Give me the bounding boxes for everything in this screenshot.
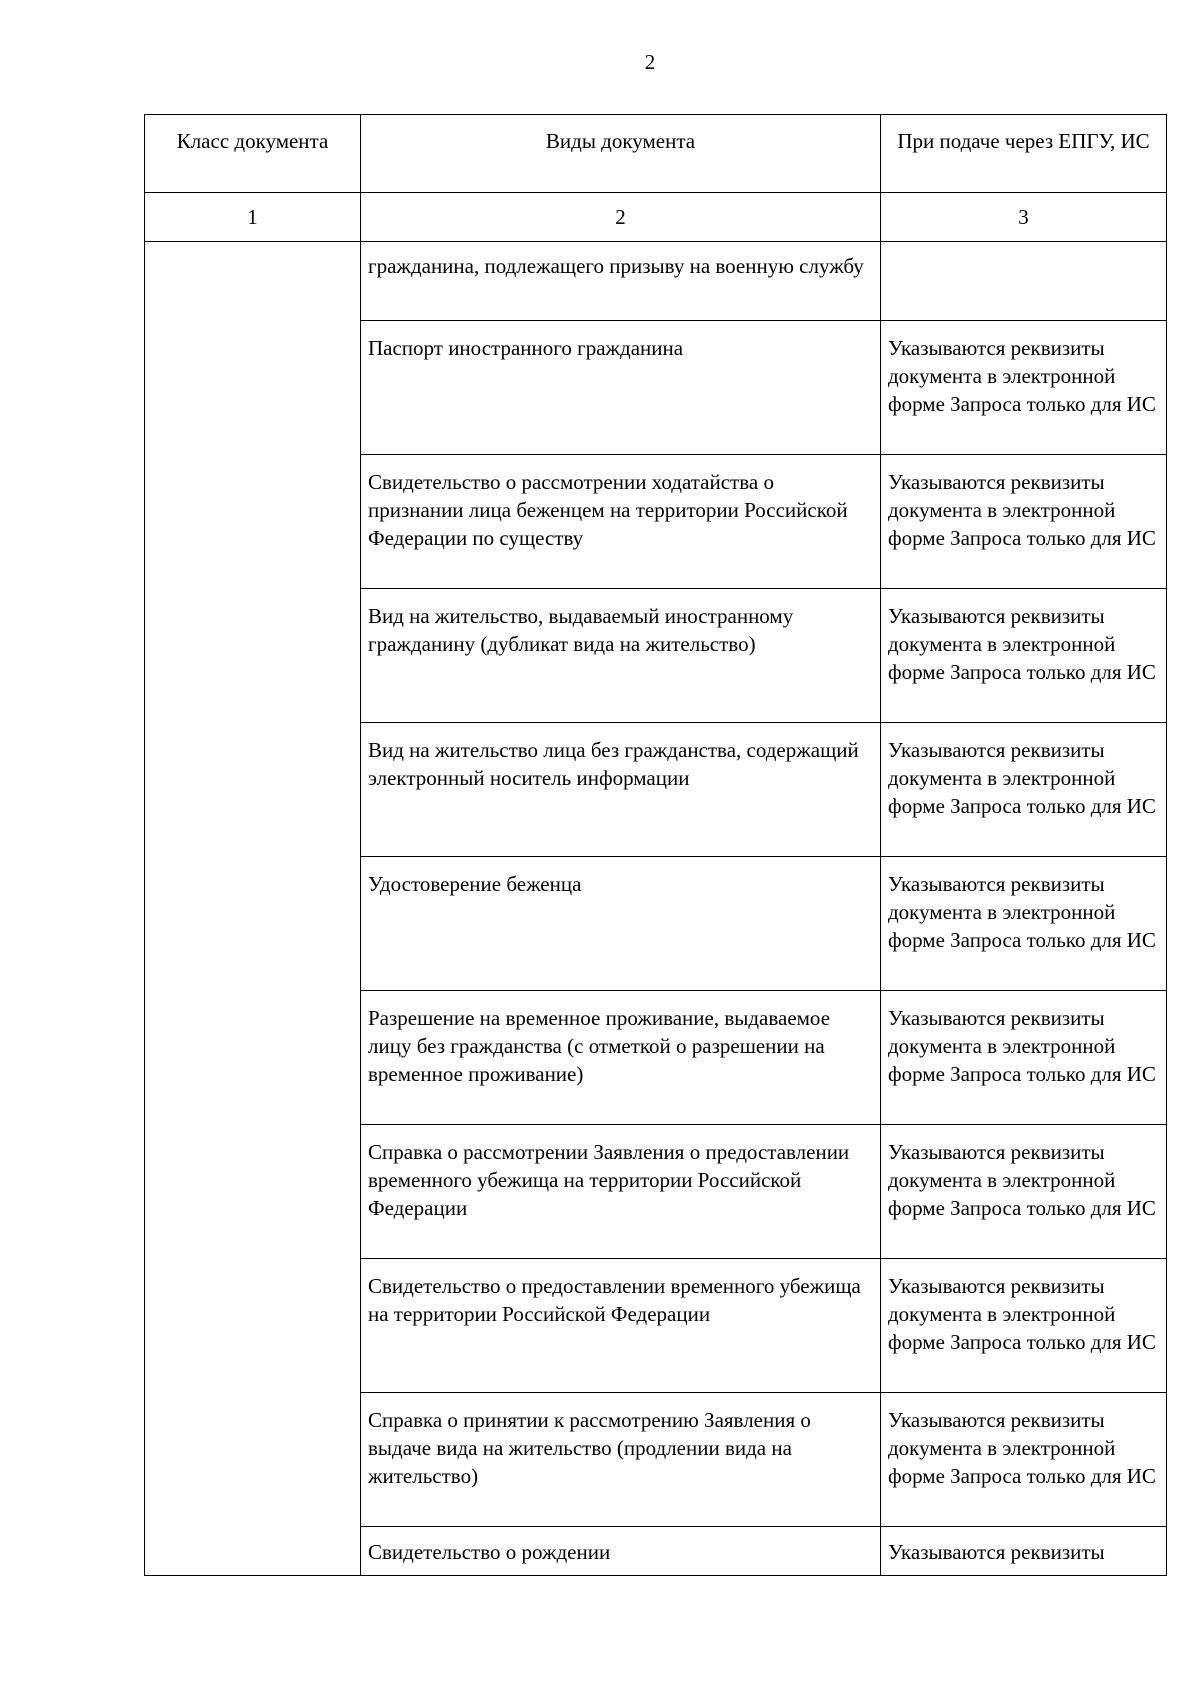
document-type-cell: Разрешение на временное проживание, выдаваемое лицу без гражданства (с отметкой о разрешении на временное проживание) [361,991,881,1125]
submission-cell: Указываются реквизиты [881,1527,1167,1576]
document-type-cell: Вид на жительство, выдаваемый иностранному гражданину (дубликат вида на жительство) [361,589,881,723]
document-type-cell: Справка о принятии к рассмотрению Заявления о выдаче вида на жительство (продлении вида на жительство) [361,1393,881,1527]
document-class-cell [145,1527,361,1576]
submission-cell: Указываются реквизиты документа в электронной форме Запроса только для ИС [881,991,1167,1125]
document-type-cell: гражданина, подлежащего призыву на военную службу [361,242,881,321]
submission-cell: Указываются реквизиты документа в электронной форме Запроса только для ИС [881,1125,1167,1259]
document-type-cell: Свидетельство о рассмотрении ходатайства о признании лица беженцем на территории Российской Федерации по существу [361,455,881,589]
table-row [145,1527,1167,1576]
document-type-cell: Паспорт иностранного гражданина [361,321,881,455]
document-type-cell: Свидетельство о предоставлении временного убежища на территории Российской Федерации [361,1259,881,1393]
column-numbers-row [145,193,1167,242]
header-submission-via-epgu: При подаче через ЕПГУ, ИС [881,115,1167,193]
page-number: 2 [644,50,656,74]
document-class-cell [145,991,361,1125]
document-class-cell [145,1393,361,1527]
submission-cell: Указываются реквизиты документа в электронной форме Запроса только для ИС [881,1259,1167,1393]
column-number-1: 1 [145,193,361,242]
document-class-cell [145,1259,361,1393]
header-document-class: Класс документа [145,115,361,193]
document-class-cell [145,1125,361,1259]
document-type-cell: Справка о рассмотрении Заявления о предоставлении временного убежища на территории Российской Федерации [361,1125,881,1259]
submission-cell: Указываются реквизиты документа в электронной форме Запроса только для ИС [881,321,1167,455]
document-type-cell: Свидетельство о рождении [361,1527,881,1576]
table-row [145,589,1167,723]
header-document-types: Виды документа [361,115,881,193]
table-row [145,321,1167,455]
table-row [145,1393,1167,1527]
document-type-cell: Удостоверение беженца [361,857,881,991]
table-row [145,1125,1167,1259]
document-type-cell: Вид на жительство лица без гражданства, содержащий электронный носитель информации [361,723,881,857]
column-number-2: 2 [361,193,881,242]
document-class-cell [145,857,361,991]
submission-cell: Указываются реквизиты документа в электронной форме Запроса только для ИС [881,857,1167,991]
table-row [145,857,1167,991]
column-number-3: 3 [881,193,1167,242]
document-types-table [144,114,1167,1576]
submission-cell: Указываются реквизиты документа в электронной форме Запроса только для ИС [881,723,1167,857]
document-class-cell [145,455,361,589]
table-row [145,991,1167,1125]
document-class-cell [145,589,361,723]
table-header-row [145,115,1167,193]
document-class-cell [145,723,361,857]
table-row [145,1259,1167,1393]
table-row [145,723,1167,857]
submission-cell [881,242,1167,321]
submission-cell: Указываются реквизиты документа в электронной форме Запроса только для ИС [881,1393,1167,1527]
table-row [145,455,1167,589]
document-class-cell [145,321,361,455]
table-row [145,242,1167,321]
submission-cell: Указываются реквизиты документа в электронной форме Запроса только для ИС [881,589,1167,723]
document-class-cell [145,242,361,321]
submission-cell: Указываются реквизиты документа в электронной форме Запроса только для ИС [881,455,1167,589]
